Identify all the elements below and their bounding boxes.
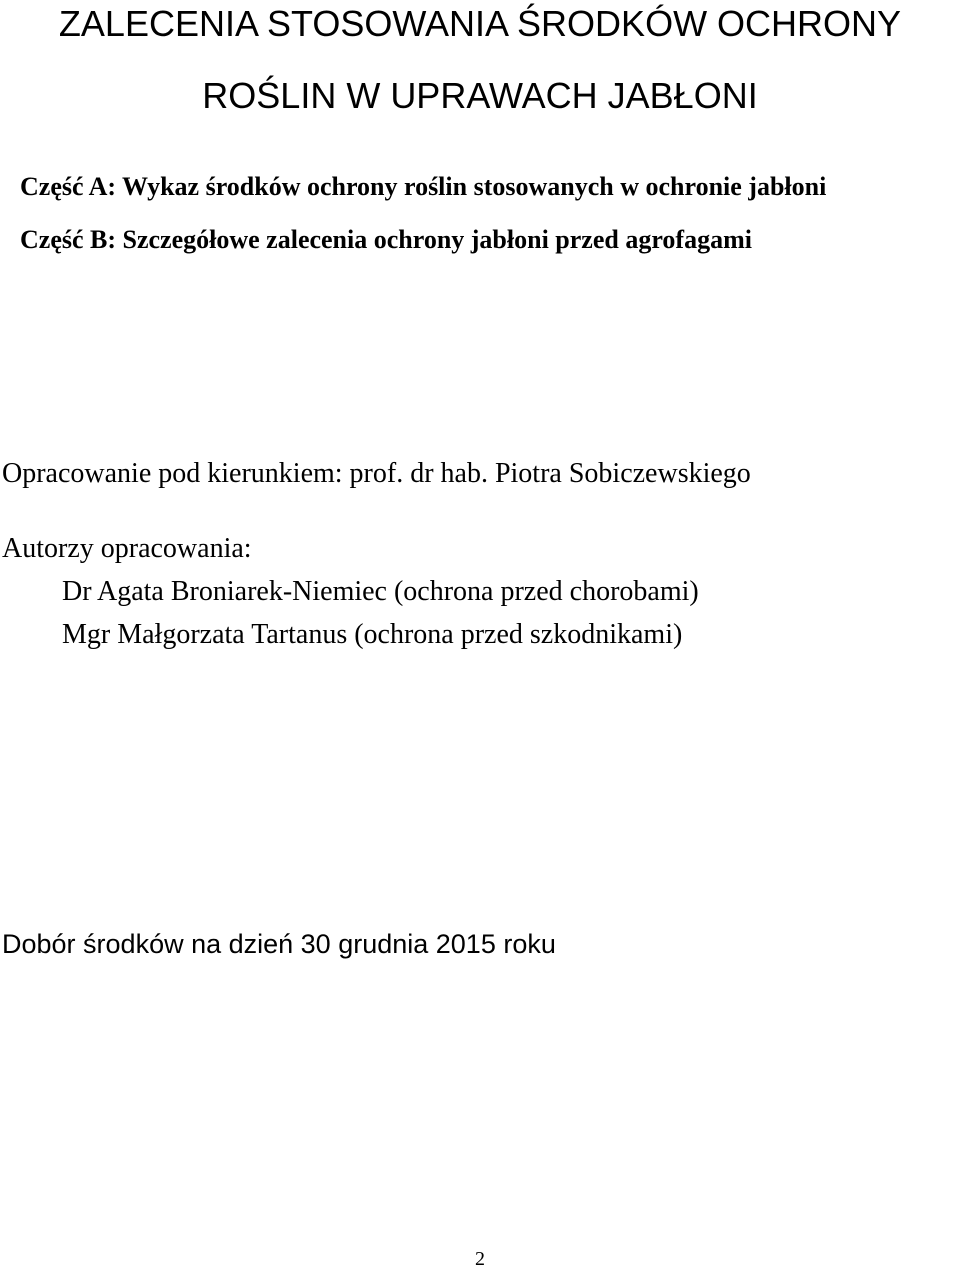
supervisor-line: Opracowanie pod kierunkiem: prof. dr hab. Piotra Sobiczewskiego: [2, 458, 751, 489]
title-line-2: ROŚLIN W UPRAWACH JABŁONI: [202, 75, 758, 116]
page-number: 2: [475, 1248, 485, 1270]
authors-label: Autorzy opracowania:: [2, 533, 252, 564]
title-line-1: ZALECENIA STOSOWANIA ŚRODKÓW OCHRONY: [58, 3, 902, 44]
author-item: Mgr Małgorzata Tartanus (ochrona przed szkodnikami): [62, 619, 683, 650]
part-a-heading: Część A: Wykaz środków ochrony roślin stosowanych w ochronie jabłoni: [20, 172, 827, 201]
selection-date: Dobór środków na dzień 30 grudnia 2015 roku: [2, 929, 556, 959]
part-b-heading: Część B: Szczegółowe zalecenia ochrony jabłoni przed agrofagami: [20, 225, 752, 254]
author-item: Dr Agata Broniarek-Niemiec (ochrona przed chorobami): [62, 576, 699, 607]
